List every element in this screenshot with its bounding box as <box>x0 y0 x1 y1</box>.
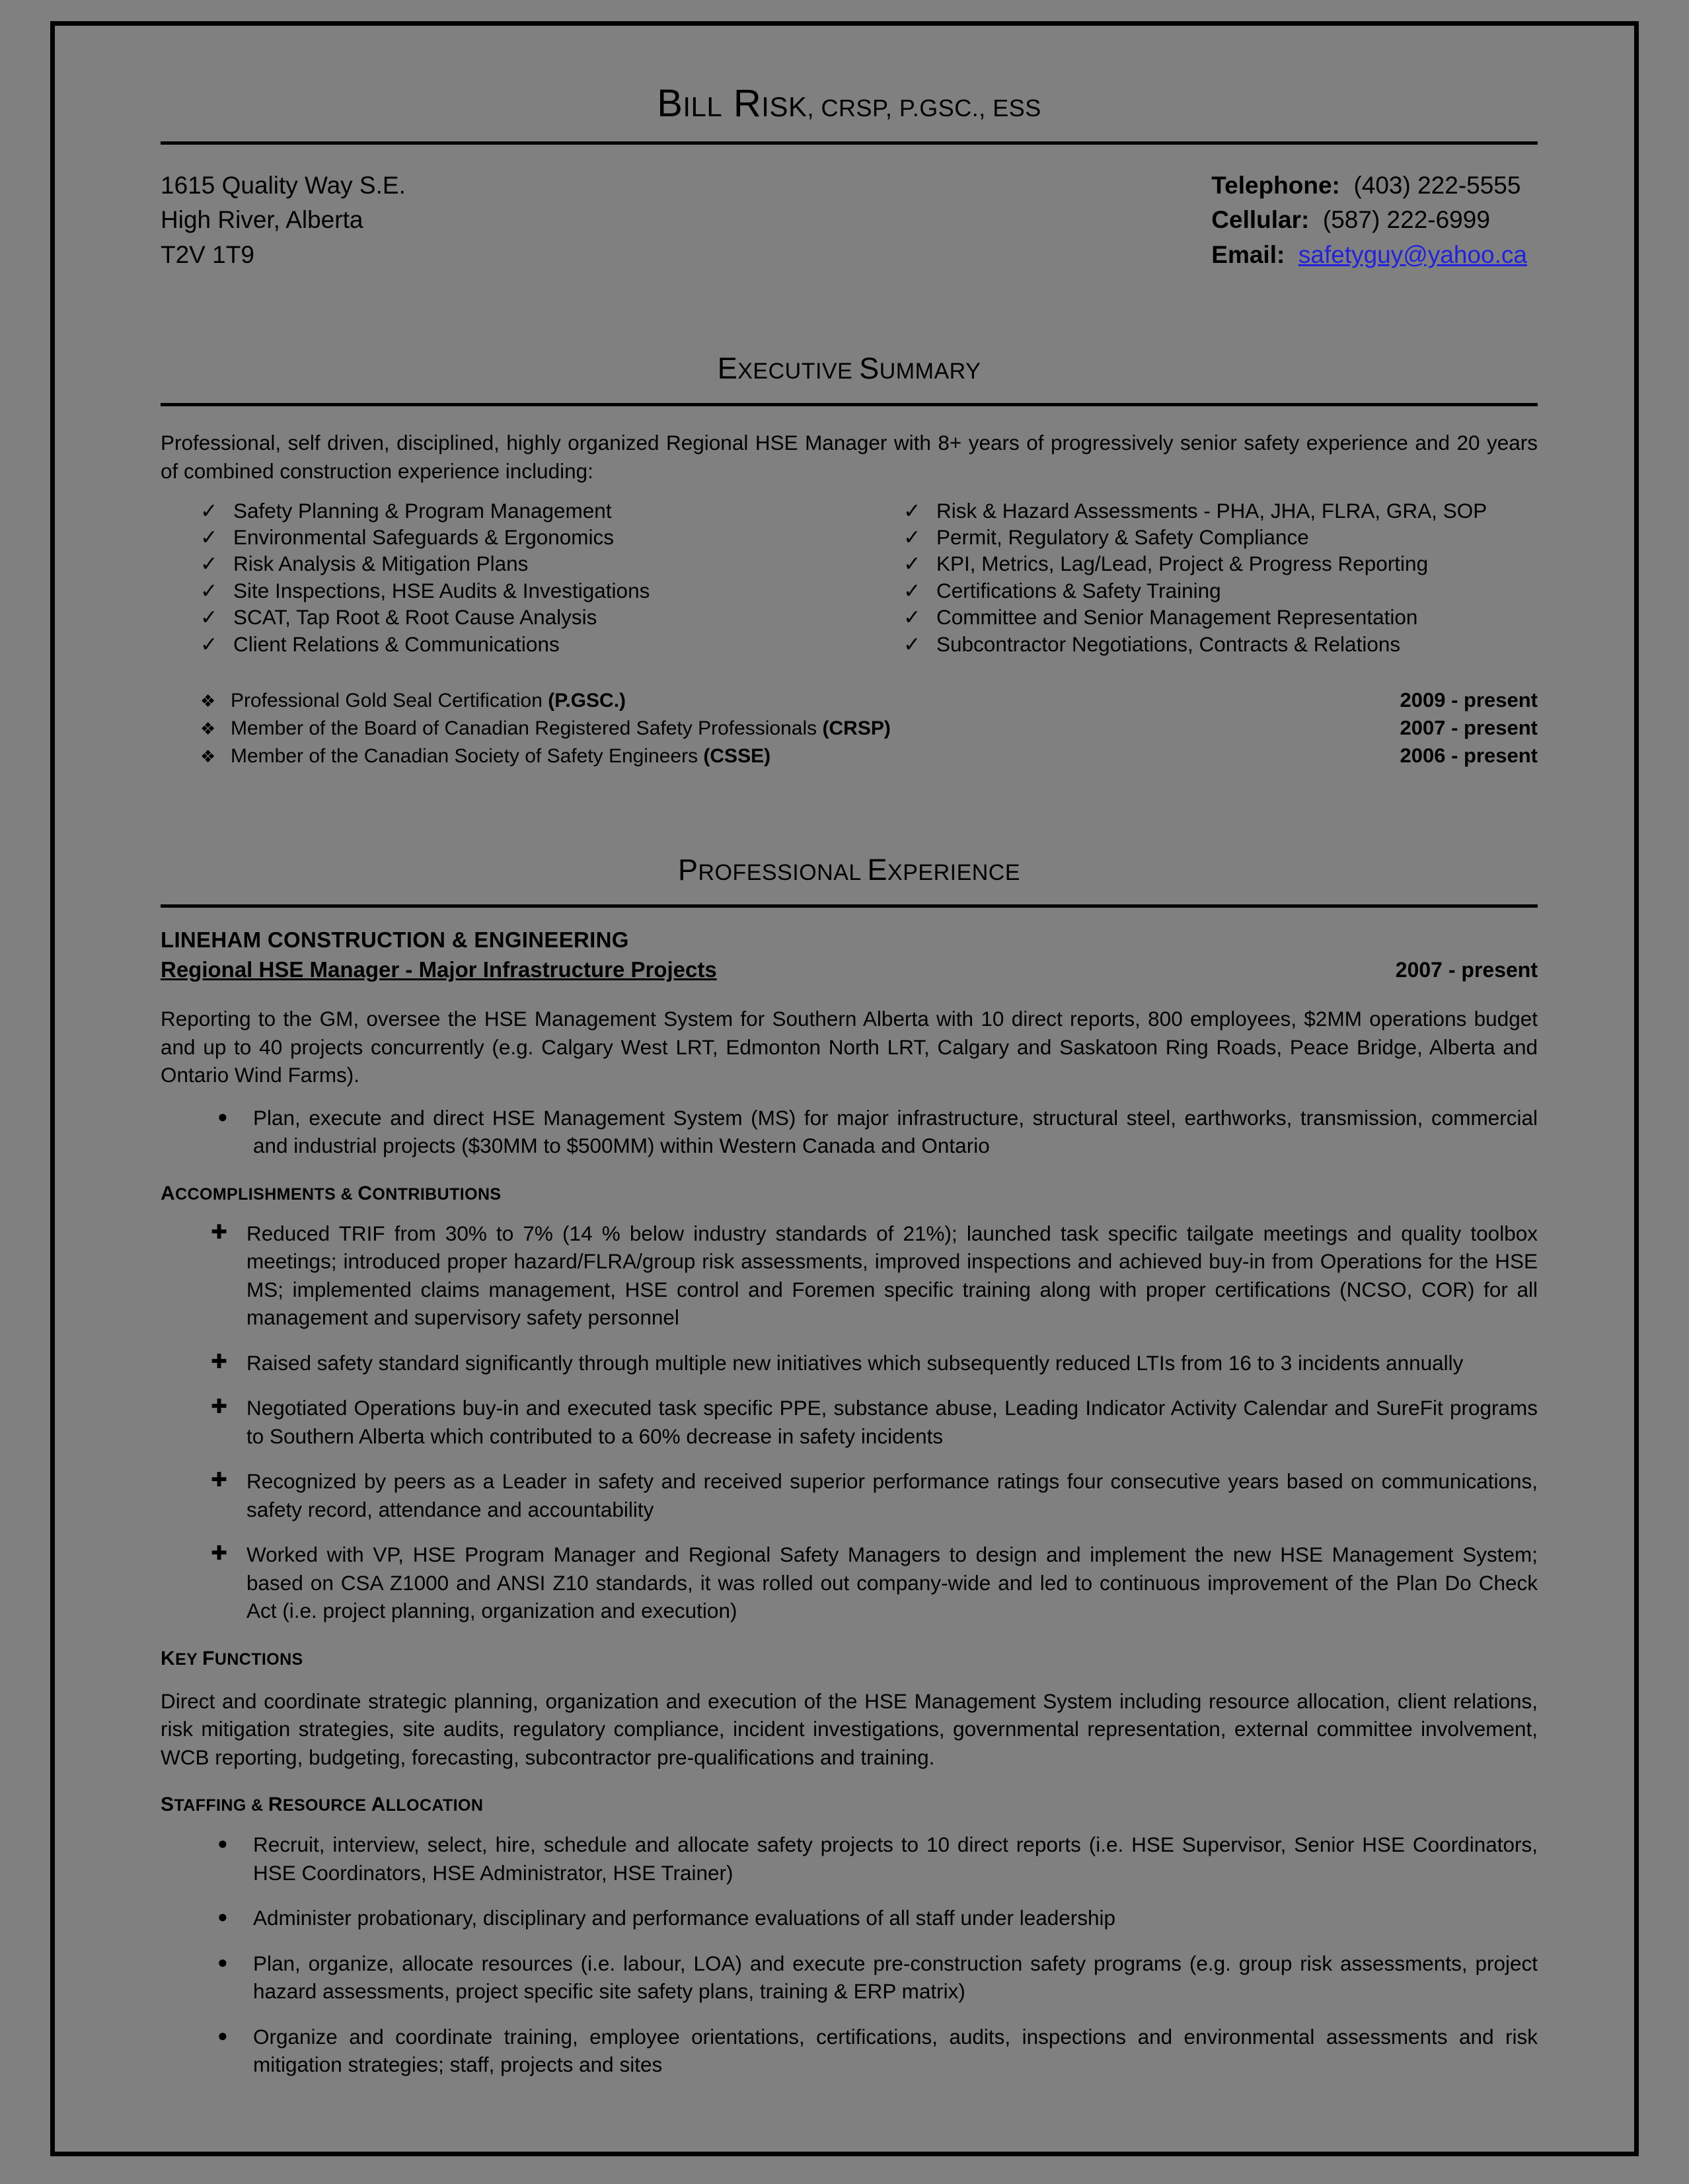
skill-label: Certifications & Safety Training <box>936 578 1221 602</box>
credentials: , CRSP, P.GSC., ESS <box>807 94 1041 122</box>
certification-abbr: (CRSP) <box>822 717 891 740</box>
skill-label: Site Inspections, HSE Audits & Investigations <box>233 578 650 602</box>
skill-label: Risk & Hazard Assessments - PHA, JHA, FLRA, GRA, SOP <box>936 498 1487 523</box>
address-line-3: T2V 1T9 <box>161 240 254 268</box>
exec-heading-rest: XECUTIVE <box>737 359 860 384</box>
list-item <box>903 550 1538 577</box>
bullet-text: Reduced TRIF from 30% to 7% (14 % below industry standards of 21%); launched task specific tailgate meetings and quality toolbox meetings; introduced proper hazard/FLRA/group risk assessments, improved inspections and achieved buy-in from Operations for the HSE MS; implemented claims management, HSE control and Foremen specific training along with proper certifications (NCSO, COR) for all management and supervisory safety personnel <box>246 1221 1538 1330</box>
last-name-rest: ISK <box>761 91 807 122</box>
list-item <box>217 1949 1538 2006</box>
accomplishments-list <box>161 1219 1538 1625</box>
skills-column-right <box>869 497 1538 658</box>
prof-heading-rest2: XPERIENCE <box>887 860 1021 885</box>
certification-text: Professional Gold Seal Certification <box>231 690 548 712</box>
dot-bullet-icon: ● <box>217 1106 228 1126</box>
skill-label: KPI, Metrics, Lag/Lead, Project & Progress Reporting <box>936 552 1429 576</box>
list-item <box>217 1831 1538 1887</box>
resume-header <box>161 52 1538 145</box>
list-item <box>217 2023 1538 2079</box>
executive-summary-heading <box>161 351 1538 386</box>
check-icon: ✓ <box>200 605 218 630</box>
check-icon: ✓ <box>200 525 218 549</box>
check-icon: ✓ <box>200 632 218 656</box>
cellular-value: (587) 222-6999 <box>1322 206 1490 234</box>
acc-head-rest: CCOMPLISHMENTS & <box>175 1184 358 1204</box>
cross-bullet-icon: ✚ <box>211 1221 228 1243</box>
bullet-text: Recognized by peers as a Leader in safety and received superior performance ratings four consecutive years based on communications, safety record, attendance and accountability <box>246 1469 1538 1521</box>
dot-bullet-icon: ● <box>217 1833 228 1854</box>
skill-label: Environmental Safeguards & Ergonomics <box>233 525 615 549</box>
list-item <box>217 1904 1538 1932</box>
dot-bullet-icon: ● <box>217 2025 228 2045</box>
executive-summary-divider <box>161 403 1538 406</box>
professional-experience-section <box>161 853 1538 2079</box>
skill-label: Client Relations & Communications <box>233 632 560 656</box>
certification-date: 2006 - present <box>1400 744 1538 768</box>
check-icon: ✓ <box>903 498 921 523</box>
address-line-1: 1615 Quality Way S.E. <box>161 171 406 199</box>
key-functions-subheading <box>161 1648 1538 1670</box>
executive-summary-intro: Professional, self driven, disciplined, highly organized Regional HSE Manager with 8+ years of progressively senior safety experience and 20 years of combined construction experience including: <box>161 431 1538 483</box>
email-row <box>1211 238 1527 273</box>
certifications-list <box>161 686 1538 770</box>
list-item <box>903 524 1538 550</box>
list-item <box>903 604 1538 630</box>
telephone-label: Telephone: <box>1211 171 1340 199</box>
certification-date: 2009 - present <box>1400 688 1538 712</box>
st-head-rest: TAFFING & <box>174 1796 268 1815</box>
list-item <box>211 1541 1538 1625</box>
employer-name: LINEHAM CONSTRUCTION & ENGINEERING <box>161 928 629 952</box>
skill-label: Permit, Regulatory & Safety Compliance <box>936 525 1309 549</box>
last-name-initial-letter: R <box>733 82 762 125</box>
job-title-row <box>161 957 1538 982</box>
certification-label <box>231 715 1400 742</box>
cross-bullet-icon: ✚ <box>211 1469 228 1492</box>
skill-label: Safety Planning & Program Management <box>233 498 612 523</box>
skills-columns <box>161 497 1538 658</box>
exec-heading-rest2: UMMARY <box>879 359 981 384</box>
cross-bullet-icon: ✚ <box>211 1396 228 1418</box>
list-item <box>200 686 1538 714</box>
list-item <box>211 1349 1538 1377</box>
list-item <box>217 1104 1538 1160</box>
email-link[interactable]: safetyguy@yahoo.ca <box>1298 240 1527 268</box>
diamond-bullet-icon: ❖ <box>200 719 216 739</box>
st-head-rest2: ESOURCE <box>282 1796 371 1815</box>
dot-bullet-icon: ● <box>217 1907 228 1927</box>
executive-summary-section <box>161 351 1538 770</box>
cross-bullet-icon: ✚ <box>211 1543 228 1565</box>
list-item <box>200 577 869 604</box>
skill-label: Risk Analysis & Mitigation Plans <box>233 552 529 576</box>
job-title: Regional HSE Manager - Major Infrastructure Projects <box>161 957 717 982</box>
prof-heading-rest: ROFESSIONAL <box>698 860 868 885</box>
st-head-lead3: A <box>371 1794 386 1816</box>
exec-heading-lead: E <box>717 351 738 386</box>
certification-abbr: (P.GSC.) <box>548 690 626 712</box>
kf-head-lead: K <box>161 1647 176 1669</box>
skills-column-left <box>200 497 869 658</box>
staffing-list <box>161 1831 1538 2079</box>
list-item <box>211 1219 1538 1332</box>
resume-page-border <box>50 21 1639 2156</box>
list-item <box>200 524 869 550</box>
job-summary: Reporting to the GM, oversee the HSE Management System for Southern Alberta with 10 direct reports, 800 employees, $2MM operations budget and up to 40 projects concurrently (e.g. Calgary West LRT, Edmonton North LRT, Calgary and Saskatoon Ring Roads, Peace Bridge, Alberta and Ontario Wind Farms). <box>161 1007 1538 1087</box>
check-icon: ✓ <box>200 552 218 576</box>
check-icon: ✓ <box>903 632 921 656</box>
list-item <box>903 577 1538 604</box>
contact-details <box>1211 168 1538 273</box>
st-head-lead2: R <box>268 1794 283 1816</box>
bullet-text: Administer probationary, disciplinary and performance evaluations of all staff under leadership <box>253 1906 1116 1930</box>
certification-text: Member of the Board of Canadian Registered Safety Professionals <box>231 717 823 740</box>
check-icon: ✓ <box>200 578 218 602</box>
address-line-2: High River, Alberta <box>161 206 363 234</box>
skill-label: Subcontractor Negotiations, Contracts & Relations <box>936 632 1401 656</box>
acc-head-lead2: C <box>357 1182 373 1204</box>
list-item <box>211 1394 1538 1450</box>
diamond-bullet-icon: ❖ <box>200 746 216 767</box>
acc-head-rest2: ONTRIBUTIONS <box>372 1184 502 1204</box>
list-item <box>200 631 869 657</box>
accomplishments-subheading <box>161 1183 1538 1205</box>
dot-bullet-icon: ● <box>217 1951 228 1972</box>
list-item <box>211 1467 1538 1523</box>
telephone-row <box>1211 168 1527 203</box>
check-icon: ✓ <box>903 605 921 630</box>
list-item <box>200 742 1538 770</box>
certification-abbr: (CSSE) <box>703 745 771 768</box>
certification-label <box>231 743 1400 770</box>
kf-head-rest2: UNCTIONS <box>214 1650 303 1669</box>
certification-date: 2007 - present <box>1400 716 1538 740</box>
cross-bullet-icon: ✚ <box>211 1350 228 1373</box>
st-head-lead: S <box>161 1794 174 1816</box>
key-functions-text: Direct and coordinate strategic planning, organization and execution of the HSE Management System including resource allocation, client relations, risk mitigation strategies, site audits, regulatory compliance, incident investigations, governmental representation, external committee involvement, WCB reporting, budgeting, forecasting, subcontractor pre-qualifications and training. <box>161 1689 1538 1769</box>
kf-head-rest: EY <box>175 1650 203 1669</box>
resume-content <box>161 52 1538 2079</box>
cellular-row <box>1211 203 1527 238</box>
lead-bullet-list <box>161 1104 1538 1160</box>
header-divider <box>161 141 1538 145</box>
professional-experience-divider <box>161 904 1538 908</box>
kf-head-lead2: F <box>202 1647 215 1669</box>
bullet-text: Recruit, interview, select, hire, schedule and allocate safety projects to 10 direct reports (i.e. HSE Supervisor, Senior HSE Coordinators, HSE Coordinators, HSE Administrator, HSE Trainer) <box>253 1833 1538 1885</box>
list-item <box>200 550 869 577</box>
prof-heading-lead2: E <box>867 853 888 887</box>
prof-heading-lead: P <box>677 853 698 887</box>
bullet-text: Raised safety standard significantly through multiple new initiatives which subsequently reduced LTIs from 16 to 3 incidents annually <box>246 1350 1464 1375</box>
contact-block <box>161 168 1538 273</box>
bullet-text: Worked with VP, HSE Program Manager and Regional Safety Managers to design and implement the new HSE Management System; based on CSA Z1000 and ANSI Z10 standards, it was rolled out company-wide and led to continuous improvement of the Plan Do Check Act (i.e. project planning, organization and execution) <box>246 1543 1538 1623</box>
bullet-text: Negotiated Operations buy-in and executed task specific PPE, substance abuse, Leading Indicator Activity Calendar and SureFit programs to Southern Alberta which contributed to a 60% decrease in safety incidents <box>246 1396 1538 1448</box>
exec-heading-lead2: S <box>859 351 880 386</box>
check-icon: ✓ <box>200 498 218 523</box>
check-icon: ✓ <box>903 552 921 576</box>
staffing-subheading <box>161 1794 1538 1816</box>
skill-label: SCAT, Tap Root & Root Cause Analysis <box>233 605 597 630</box>
telephone-value: (403) 222-5555 <box>1353 171 1521 199</box>
diamond-bullet-icon: ❖ <box>200 691 216 711</box>
certification-label <box>231 688 1400 714</box>
bullet-text: Organize and coordinate training, employee orientations, certifications, audits, inspections and environmental assessments and risk mitigation strategies; staff, projects and sites <box>253 2024 1538 2077</box>
job-date-range: 2007 - present <box>1395 958 1538 982</box>
email-label: Email: <box>1211 240 1285 268</box>
page-title <box>161 84 1538 124</box>
professional-experience-heading <box>161 853 1538 887</box>
skill-label: Committee and Senior Management Representation <box>936 605 1418 630</box>
check-icon: ✓ <box>903 525 921 549</box>
bullet-text: Plan, execute and direct HSE Management System (MS) for major infrastructure, structural steel, earthworks, transmission, commercial and industrial projects ($30MM to $500MM) within Western Canada and Ontario <box>253 1105 1538 1158</box>
acc-head-lead: A <box>161 1182 176 1204</box>
list-item <box>200 497 869 524</box>
first-name-rest: ILL <box>683 91 723 122</box>
last-name-initial <box>722 82 733 125</box>
address-block <box>161 168 406 273</box>
list-item <box>903 497 1538 524</box>
list-item <box>200 604 869 630</box>
bullet-text: Plan, organize, allocate resources (i.e. labour, LOA) and execute pre-construction safety programs (e.g. group risk assessments, project hazard assessments, project specific site safety plans, training & ERP matrix) <box>253 1951 1538 2004</box>
first-name-initial: B <box>657 82 683 125</box>
cellular-label: Cellular: <box>1211 206 1310 234</box>
list-item <box>200 714 1538 742</box>
certification-text: Member of the Canadian Society of Safety Engineers <box>231 745 704 768</box>
check-icon: ✓ <box>903 578 921 602</box>
list-item <box>903 631 1538 657</box>
st-head-rest3: LLOCATION <box>385 1796 484 1815</box>
